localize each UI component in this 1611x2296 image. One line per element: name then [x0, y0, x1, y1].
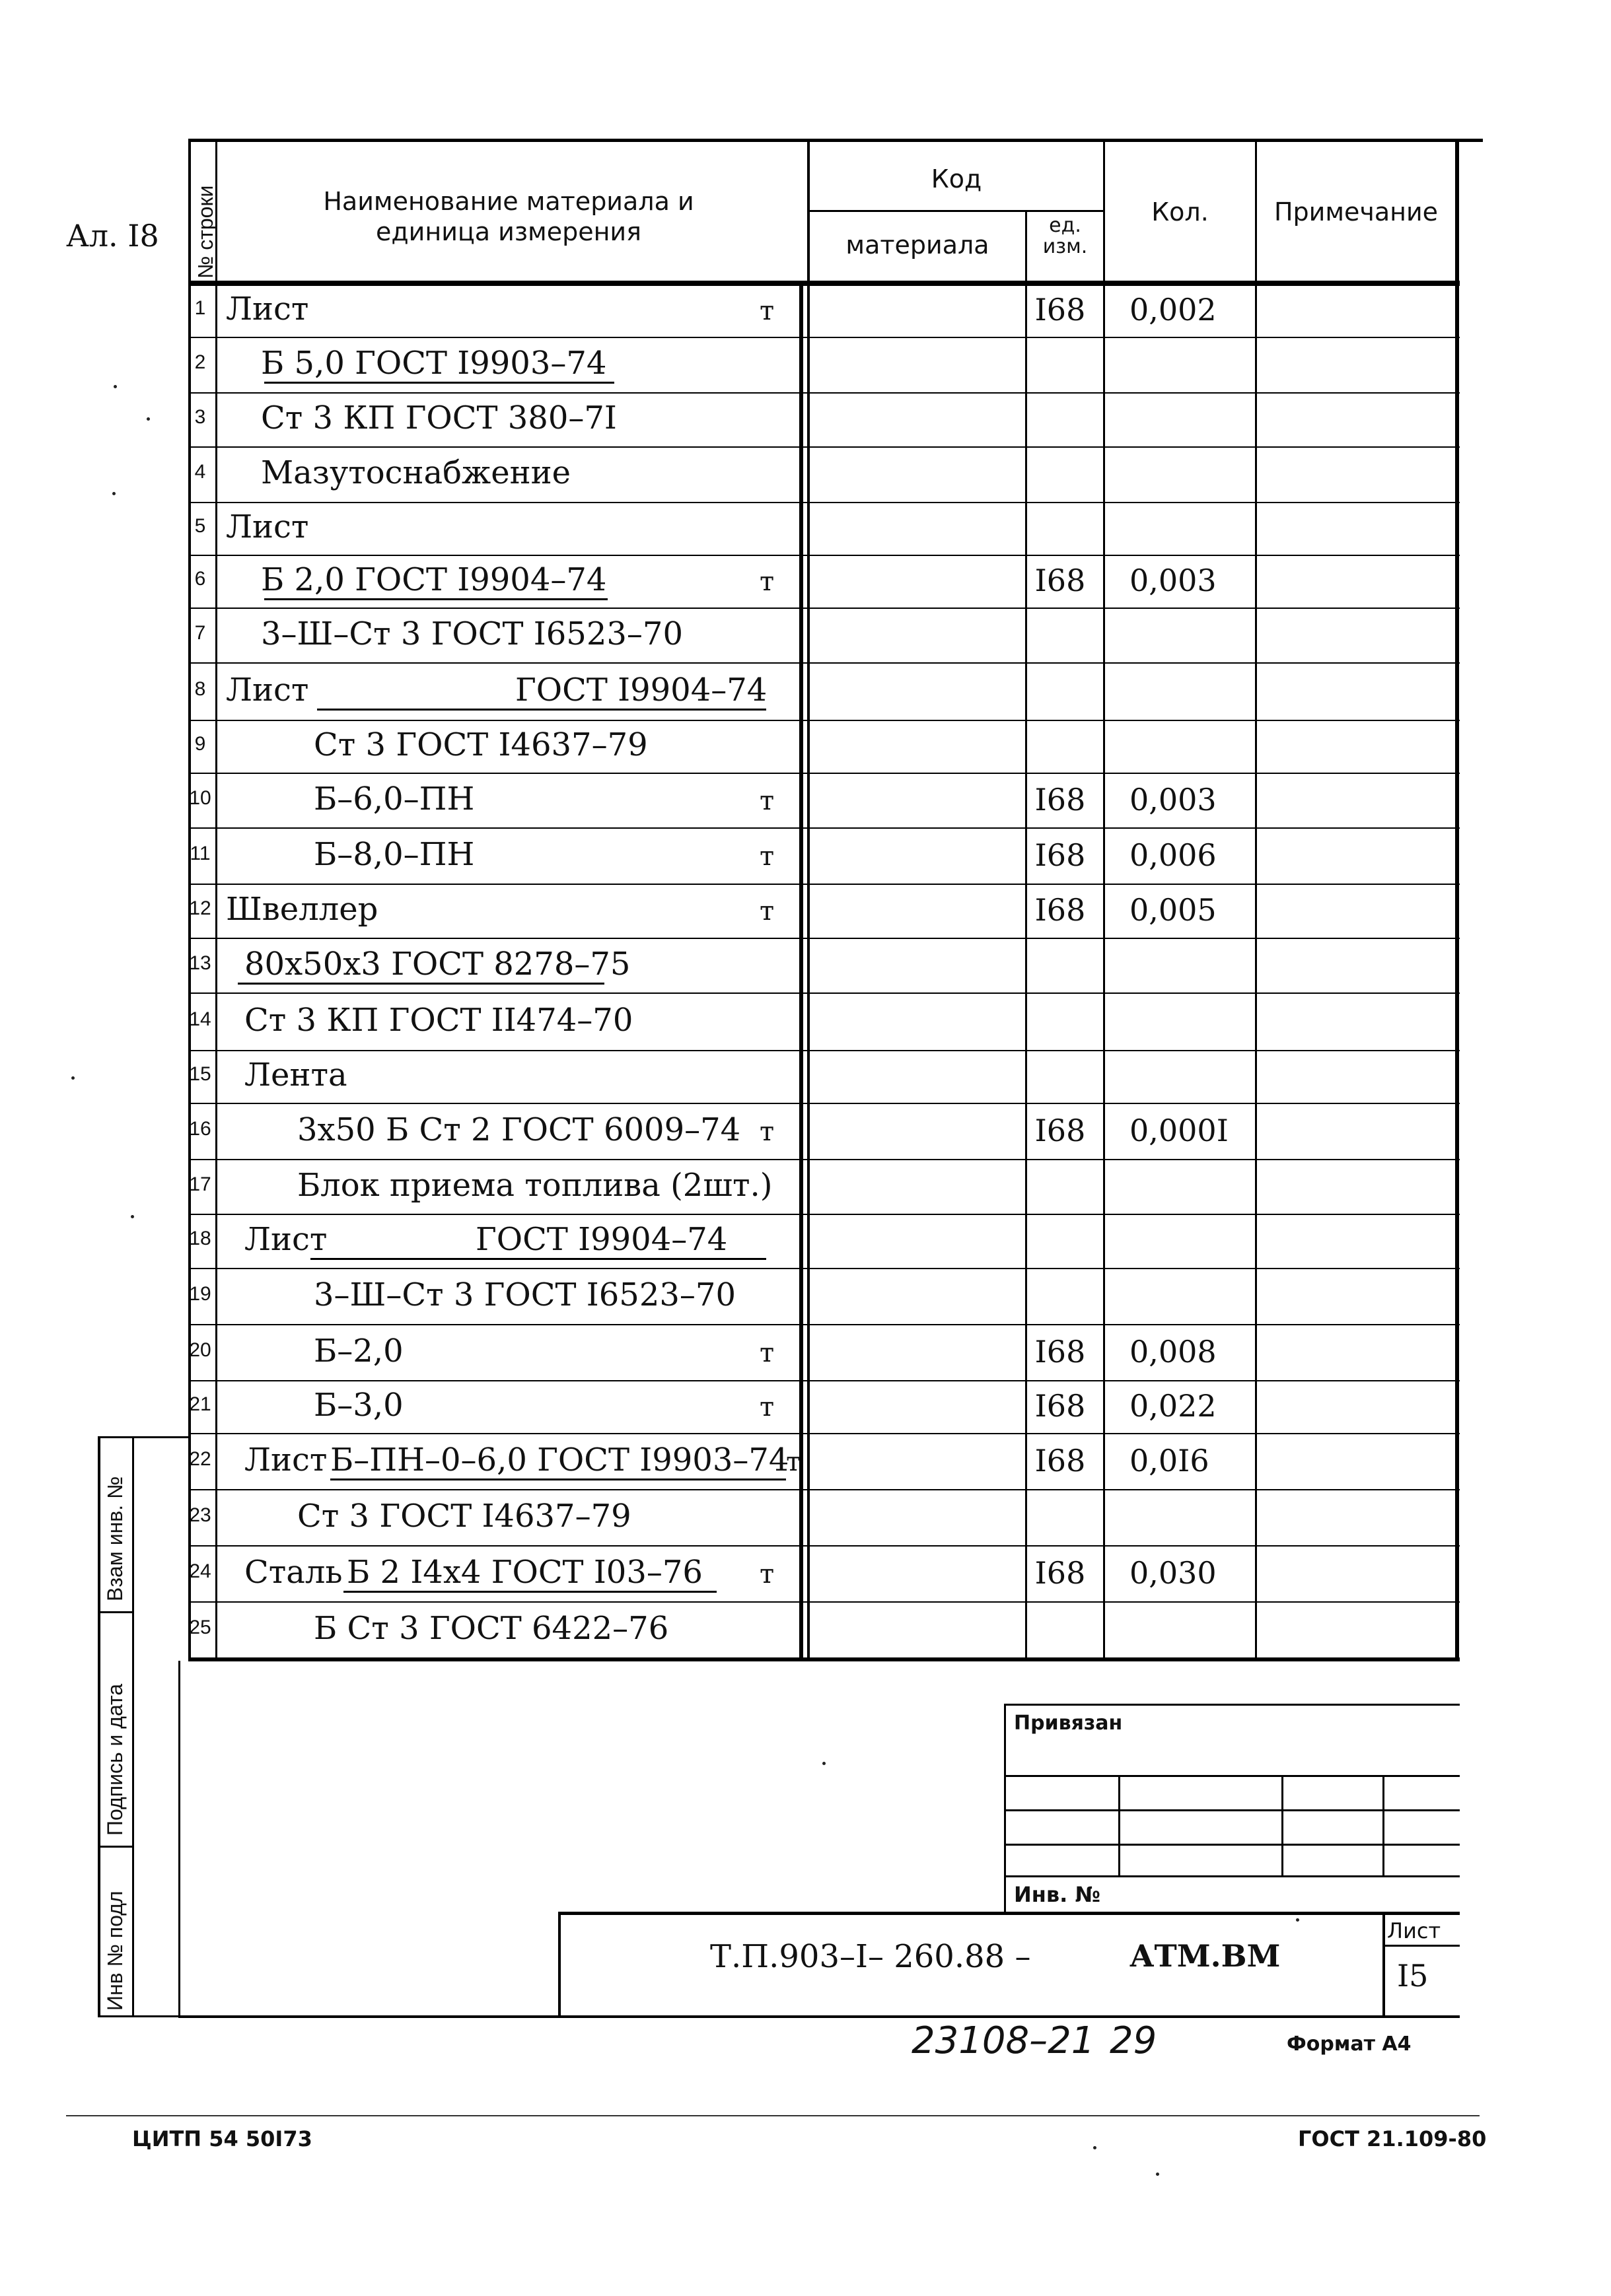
material-spec: Б 2 I4х4 ГОСТ I03–76	[347, 1553, 703, 1591]
quantity-value: 0,030	[1129, 1554, 1217, 1591]
unit-code: I68	[1034, 1388, 1086, 1424]
row-number: 12	[189, 897, 211, 919]
quantity-value: 0,002	[1129, 292, 1217, 328]
header-unit-line1: ед.	[1049, 214, 1081, 237]
unit-code: I68	[1034, 1554, 1086, 1591]
material-name: Б–6,0–ПН	[314, 780, 475, 818]
unit-code: I68	[1034, 292, 1086, 328]
scan-speck	[1296, 1918, 1299, 1922]
name-underline	[238, 983, 604, 985]
row-number: 25	[189, 1616, 211, 1638]
scan-speck	[1093, 2146, 1096, 2149]
row-number: 7	[194, 621, 206, 644]
name-underline	[317, 709, 766, 711]
sheet-label: Ал. I8	[66, 218, 159, 254]
title-grid-col-2	[1281, 1775, 1283, 1875]
table-row-divider	[188, 992, 1460, 994]
unit-code: I68	[1034, 837, 1086, 873]
row-number: 24	[189, 1560, 211, 1582]
sheet-box-divider	[1382, 1945, 1460, 1947]
unit-of-measure: т	[760, 1116, 775, 1147]
quantity-value: 0,006	[1129, 837, 1217, 873]
unit-of-measure: т	[760, 296, 775, 326]
title-grid-col-3	[1382, 1775, 1384, 1875]
sheet-label-text: Лист	[1387, 1918, 1441, 1943]
designation-bottom-border	[178, 2015, 1460, 2018]
table-row-divider	[188, 1489, 1460, 1490]
quantity-value: 0,000I	[1129, 1112, 1229, 1148]
quantity-value: 0,003	[1129, 563, 1217, 598]
material-name: 3–Ш–Ст 3 ГОСТ I6523–70	[314, 1276, 736, 1313]
row-number: 9	[194, 733, 206, 755]
code-subheader-divider	[807, 210, 1104, 212]
row-number: 8	[194, 678, 206, 700]
row-number: 5	[194, 515, 206, 537]
table-row-divider	[188, 938, 1460, 939]
order-number: 23108–21	[912, 2019, 1095, 2062]
row-number: 22	[189, 1447, 211, 1470]
quantity-value: 0,008	[1129, 1333, 1217, 1370]
stamp-right-border	[178, 1661, 180, 2017]
row-number: 20	[189, 1339, 211, 1361]
row-number: 6	[194, 568, 206, 590]
table-top-border	[188, 139, 1483, 142]
header-name-line1: Наименование материала и	[323, 187, 694, 216]
header-name-line2: единица измерения	[376, 217, 641, 246]
title-inv-label: Инв. №	[1014, 1882, 1100, 1907]
material-name: Сталь	[244, 1553, 343, 1591]
header-bottom-border	[188, 281, 1460, 286]
material-name: Лист	[226, 671, 309, 709]
format-label: Формат А4	[1287, 2033, 1412, 2056]
table-row-divider	[188, 502, 1460, 503]
unit-code: I68	[1034, 892, 1086, 928]
sheet-number: I5	[1397, 1958, 1429, 1994]
material-name: 3х50 Б Ст 2 ГОСТ 6009–74	[297, 1111, 741, 1148]
title-grid-col-1	[1118, 1775, 1120, 1875]
row-number: 1	[194, 297, 206, 319]
row-number: 19	[189, 1282, 211, 1305]
designation-top-border	[558, 1912, 1460, 1915]
row-number: 15	[189, 1063, 211, 1085]
unit-of-measure: т	[760, 567, 775, 597]
unit-code: I68	[1034, 1442, 1086, 1478]
material-name: Мазутоснабжение	[261, 454, 571, 491]
row-number: 18	[189, 1228, 211, 1249]
quantity-value: 0,0I6	[1129, 1442, 1209, 1478]
table-row-divider	[188, 1380, 1460, 1381]
material-name: Ст 3 КП ГОСТ II474–70	[244, 1001, 633, 1039]
table-row-divider	[188, 555, 1460, 556]
row-number: 14	[189, 1008, 211, 1030]
scan-speck	[112, 492, 116, 495]
stamp-inv-podl: Инв № подл	[103, 1891, 127, 2011]
row-number: 10	[189, 786, 211, 809]
unit-of-measure: т	[760, 1337, 775, 1368]
material-name: Б Ст 3 ГОСТ 6422–76	[314, 1609, 669, 1647]
scan-speck	[71, 1076, 75, 1080]
header-material: материала	[845, 230, 989, 260]
row-number: 17	[189, 1173, 211, 1195]
table-row-divider	[188, 1159, 1460, 1160]
table-row-divider	[188, 1433, 1460, 1434]
table-row-divider	[188, 608, 1460, 609]
name-underline	[310, 1258, 766, 1260]
scan-speck	[131, 1215, 134, 1218]
unit-of-measure: т	[760, 785, 775, 816]
unit-code: I68	[1034, 1112, 1086, 1148]
header-row-number: № строки	[194, 185, 217, 279]
table-row-divider	[188, 1324, 1460, 1325]
material-name: Лист	[226, 508, 309, 545]
material-name: Б 5,0 ГОСТ I9903–74	[261, 345, 607, 382]
unit-code: I68	[1034, 563, 1086, 598]
table-row-divider	[188, 446, 1460, 448]
row-number: 3	[194, 406, 206, 428]
table-row-divider	[188, 1545, 1460, 1547]
footer-rule	[66, 2115, 1480, 2116]
title-grid-row-1	[1004, 1775, 1460, 1777]
material-name: Ст 3 ГОСТ I4637–79	[314, 726, 648, 763]
table-row-divider	[188, 884, 1460, 885]
header-note: Примечание	[1273, 197, 1439, 226]
scan-speck	[822, 1762, 826, 1765]
table-row-divider	[188, 827, 1460, 829]
stamp-top-border	[98, 1436, 188, 1438]
copy-number: 29	[1110, 2019, 1157, 2062]
name-underline	[264, 598, 608, 600]
material-name: Ст 3 ГОСТ I4637–79	[297, 1497, 631, 1535]
header-code: Код	[931, 164, 982, 193]
row-number: 2	[194, 351, 206, 373]
unit-of-measure: т	[760, 1392, 775, 1422]
stamp-inner-border	[132, 1436, 134, 2017]
material-name: Ст 3 КП ГОСТ 380–7I	[261, 400, 617, 436]
quantity-value: 0,003	[1129, 781, 1217, 818]
quantity-value: 0,022	[1129, 1388, 1217, 1424]
row-number: 21	[189, 1393, 211, 1415]
name-underline	[330, 1478, 786, 1480]
unit-of-measure: т	[786, 1446, 801, 1477]
header-quantity: Кол.	[1151, 197, 1209, 226]
stamp-left-border	[98, 1436, 100, 2017]
header-unit-line2: изм.	[1042, 235, 1088, 258]
row-number: 11	[190, 842, 211, 864]
table-row-divider	[188, 1103, 1460, 1104]
org-code: ЦИТП 54 50I73	[132, 2126, 312, 2151]
document-mark: АТМ.ВМ	[1129, 1938, 1281, 1974]
name-underline	[264, 382, 614, 384]
table-row-divider	[188, 662, 1460, 664]
gost-reference: ГОСТ 21.109-80	[1298, 2126, 1487, 2151]
material-name: Лист	[244, 1221, 328, 1258]
material-name: Лента	[244, 1057, 347, 1094]
unit-code: I68	[1034, 781, 1086, 818]
document-designation: Т.П.903–I– 260.88 –	[710, 1938, 1031, 1975]
scan-speck	[1156, 2173, 1159, 2176]
table-row-divider	[188, 1268, 1460, 1269]
title-grid-row-2	[1004, 1809, 1460, 1811]
material-name: Б–8,0–ПН	[314, 835, 475, 873]
quantity-value: 0,005	[1129, 892, 1217, 928]
designation-left-border	[558, 1912, 561, 2015]
material-spec: ГОСТ I9904–74	[476, 1221, 728, 1258]
stamp-divider-2	[98, 1846, 134, 1848]
table-bottom-border	[188, 1657, 1460, 1661]
table-row-divider	[188, 1050, 1460, 1051]
table-row-divider	[188, 1601, 1460, 1603]
table-row-divider	[188, 720, 1460, 721]
scan-speck	[147, 417, 150, 421]
scan-speck	[114, 385, 117, 388]
material-spec: Б–ПН–0–6,0 ГОСТ I9903–74	[330, 1441, 789, 1478]
material-name: Швеллер	[226, 891, 378, 928]
material-name: Блок приема топлива (2шт.)	[297, 1166, 773, 1204]
stamp-podpis-data: Подпись и дата	[103, 1683, 127, 1836]
title-privyazan-top	[1004, 1704, 1460, 1706]
title-privyazan-label: Привязан	[1014, 1712, 1123, 1735]
material-name: Б–2,0	[314, 1332, 404, 1370]
stamp-bottom-border	[98, 2015, 190, 2017]
row-number: 4	[194, 461, 206, 483]
table-row-divider	[188, 392, 1460, 394]
row-number: 13	[189, 952, 211, 974]
table-row-divider	[188, 1214, 1460, 1215]
stamp-divider-1	[98, 1611, 134, 1613]
material-name: Лист	[244, 1441, 328, 1478]
material-name: 3–Ш–Ст 3 ГОСТ I6523–70	[261, 615, 683, 652]
table-row-divider	[188, 337, 1460, 338]
material-name: Лист	[226, 291, 309, 328]
material-spec: ГОСТ I9904–74	[515, 671, 768, 709]
sheet-box-left-border	[1382, 1912, 1385, 2015]
title-grid-row-4	[1004, 1875, 1460, 1877]
material-name: Б–3,0	[314, 1387, 404, 1424]
name-underline	[343, 1591, 717, 1593]
table-row-divider	[188, 773, 1460, 774]
row-number: 16	[189, 1117, 211, 1140]
title-grid-row-3	[1004, 1844, 1460, 1846]
unit-code: I68	[1034, 1333, 1086, 1370]
unit-of-measure: т	[760, 1558, 775, 1589]
unit-of-measure: т	[760, 841, 775, 872]
stamp-vzam-inv: Взам инв. №	[103, 1476, 127, 1601]
unit-of-measure: т	[760, 896, 775, 926]
row-number: 23	[189, 1504, 211, 1526]
material-name: Б 2,0 ГОСТ I9904–74	[261, 561, 607, 598]
material-name: 80х50х3 ГОСТ 8278–75	[244, 945, 631, 983]
